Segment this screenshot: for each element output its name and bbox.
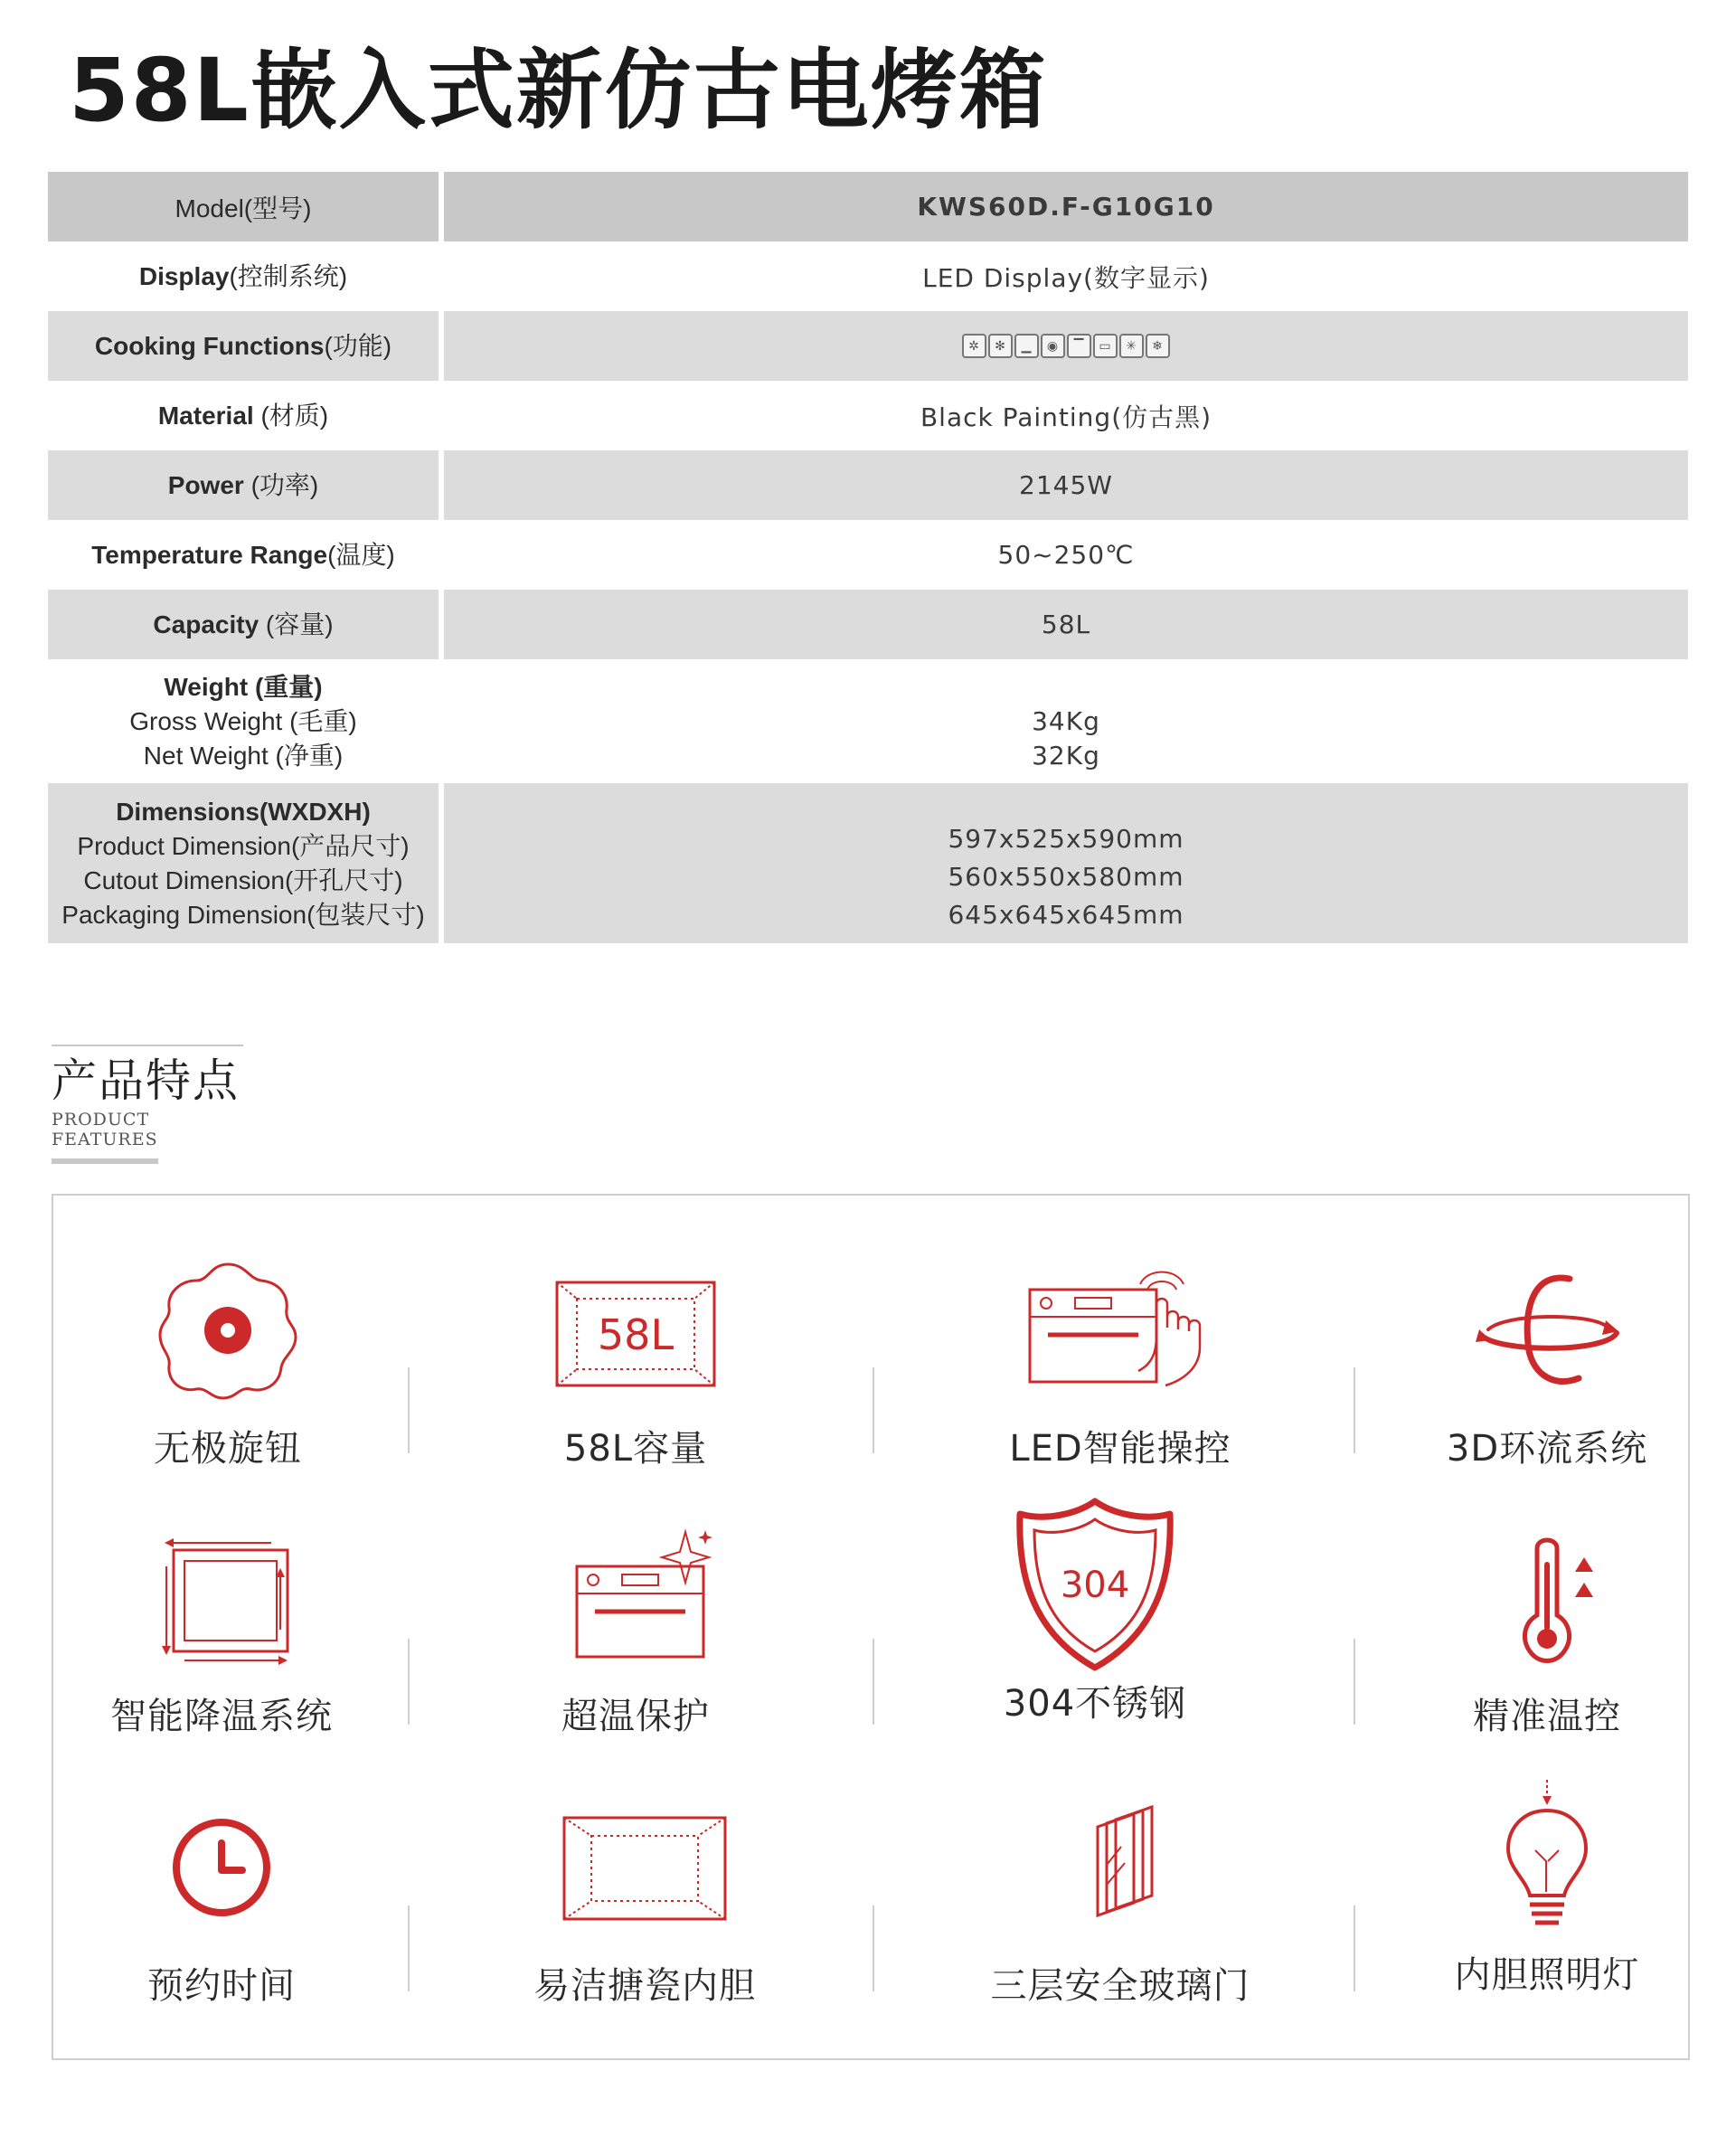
defrost-icon: ❄ — [1146, 334, 1170, 358]
features-title-cn: 产品特点 — [52, 1054, 240, 1107]
spec-row-weight — [48, 659, 1688, 783]
svg-text:58L: 58L — [597, 1310, 675, 1359]
led-touch-icon — [1021, 1253, 1220, 1407]
feature-label: 三层安全玻璃门 — [990, 1965, 1250, 2007]
feature-label: LED智能操控 — [1009, 1428, 1231, 1470]
features-title-en: PRODUCT FEATURES — [52, 1110, 158, 1149]
spec-table — [48, 172, 1688, 943]
spec-value-dimensions: 597x525x590mm 560x550x580mm 645x645x645mm — [444, 783, 1688, 943]
spec-value-capacity: 58L — [444, 590, 1688, 659]
feature-temp-control — [1384, 1521, 1710, 1739]
spec-row-material — [48, 381, 1688, 450]
glass-door-icon — [1034, 1791, 1206, 1944]
top-heat-icon: ▔ — [1067, 334, 1091, 358]
divider — [1354, 1905, 1355, 1991]
feature-circulation — [1384, 1253, 1710, 1471]
cooling-icon — [145, 1521, 298, 1675]
divider — [408, 1367, 410, 1453]
top-bottom-heat-icon: ▭ — [1093, 334, 1118, 358]
spec-row-capacity — [48, 590, 1688, 659]
clock-icon — [145, 1791, 298, 1944]
spec-label-weight: Weight (重量) Gross Weight (毛重) Net Weight (净重) — [48, 659, 444, 783]
spec-label-material: Material (材质) — [48, 381, 444, 450]
spec-value-weight: 34Kg 32Kg — [1032, 705, 1100, 771]
feature-lamp — [1384, 1774, 1710, 1998]
lamp-icon — [1470, 1774, 1624, 1946]
feature-knob — [65, 1253, 391, 1471]
thermometer-icon — [1470, 1521, 1624, 1675]
divider — [408, 1639, 410, 1725]
divider — [873, 1905, 874, 1991]
spec-label-functions: Cooking Functions(功能) — [48, 311, 444, 381]
features-header-underbar — [52, 1158, 158, 1164]
features-panel — [52, 1194, 1690, 2060]
overheat-protection-icon — [550, 1521, 722, 1675]
feature-enamel — [482, 1791, 807, 2009]
page-title: 58L嵌入式新仿古电烤箱 — [69, 40, 1048, 141]
spec-label-temperature: Temperature Range(温度) — [48, 520, 444, 590]
feature-overheat — [473, 1521, 798, 1739]
spec-value-display: LED Display(数字显示) — [922, 262, 1210, 293]
shield-icon — [1009, 1494, 1181, 1675]
spec-label-model: Model(型号) — [48, 172, 444, 241]
feature-steel — [932, 1494, 1258, 1726]
capacity-icon — [550, 1253, 722, 1407]
divider — [873, 1639, 874, 1725]
spec-row-functions — [48, 311, 1688, 381]
spec-row-temperature — [48, 520, 1688, 590]
bottom-heat-icon: ▁ — [1014, 334, 1039, 358]
fan-heat-icon: ✻ — [988, 334, 1013, 358]
spec-row-power — [48, 450, 1688, 520]
feature-label: 预约时间 — [147, 1965, 296, 2007]
fan-grill-icon: ✲ — [962, 334, 986, 358]
circulation-icon — [1470, 1253, 1624, 1407]
spec-row-dimensions — [48, 783, 1688, 943]
feature-timer — [59, 1791, 384, 2009]
spec-value-model: KWS60D.F-G10G10 — [444, 172, 1688, 241]
enamel-cavity-icon — [559, 1791, 731, 1944]
feature-label: 超温保护 — [561, 1696, 710, 1737]
feature-glass-door — [958, 1791, 1283, 2009]
spec-label-capacity: Capacity (容量) — [48, 590, 444, 659]
feature-label: 58L容量 — [563, 1428, 708, 1470]
spec-value-power: 2145W — [444, 450, 1688, 520]
spec-value-material: Black Painting(仿古黑) — [920, 402, 1212, 432]
knob-icon — [151, 1253, 305, 1407]
divider — [1354, 1639, 1355, 1725]
divider — [1354, 1367, 1355, 1453]
feature-cooling — [59, 1521, 384, 1739]
feature-label: 无极旋钮 — [154, 1428, 302, 1470]
feature-label: 内胆照明灯 — [1454, 1954, 1640, 1996]
features-header-topline — [52, 1045, 243, 1046]
spec-label-power: Power (功率) — [48, 450, 444, 520]
spec-row-model — [48, 172, 1688, 241]
spec-row-display — [48, 241, 1688, 311]
features-header — [52, 1045, 246, 1164]
svg-text:304: 304 — [1060, 1565, 1130, 1606]
divider — [873, 1367, 874, 1453]
feature-label: 精准温控 — [1473, 1696, 1621, 1737]
spec-label-display: Display(控制系统) — [48, 241, 444, 311]
feature-label: 304不锈钢 — [1003, 1683, 1187, 1725]
divider — [408, 1905, 410, 1991]
spec-value-functions — [444, 311, 1688, 381]
feature-label: 智能降温系统 — [110, 1696, 333, 1737]
feature-label: 3D环流系统 — [1446, 1428, 1648, 1470]
feature-led — [958, 1253, 1283, 1471]
spec-value-temperature: 50~250℃ — [997, 540, 1135, 570]
spec-label-dimensions: Dimensions(WXDXH) Product Dimension(产品尺寸) Cutout Dimension(开孔尺寸) Packaging Dimension(包装尺寸) — [48, 783, 444, 943]
fan-top-icon: ✳ — [1119, 334, 1144, 358]
feature-label: 易洁搪瓷内胆 — [533, 1965, 756, 2007]
circle-fan-icon: ◉ — [1041, 334, 1065, 358]
feature-capacity — [473, 1253, 798, 1471]
